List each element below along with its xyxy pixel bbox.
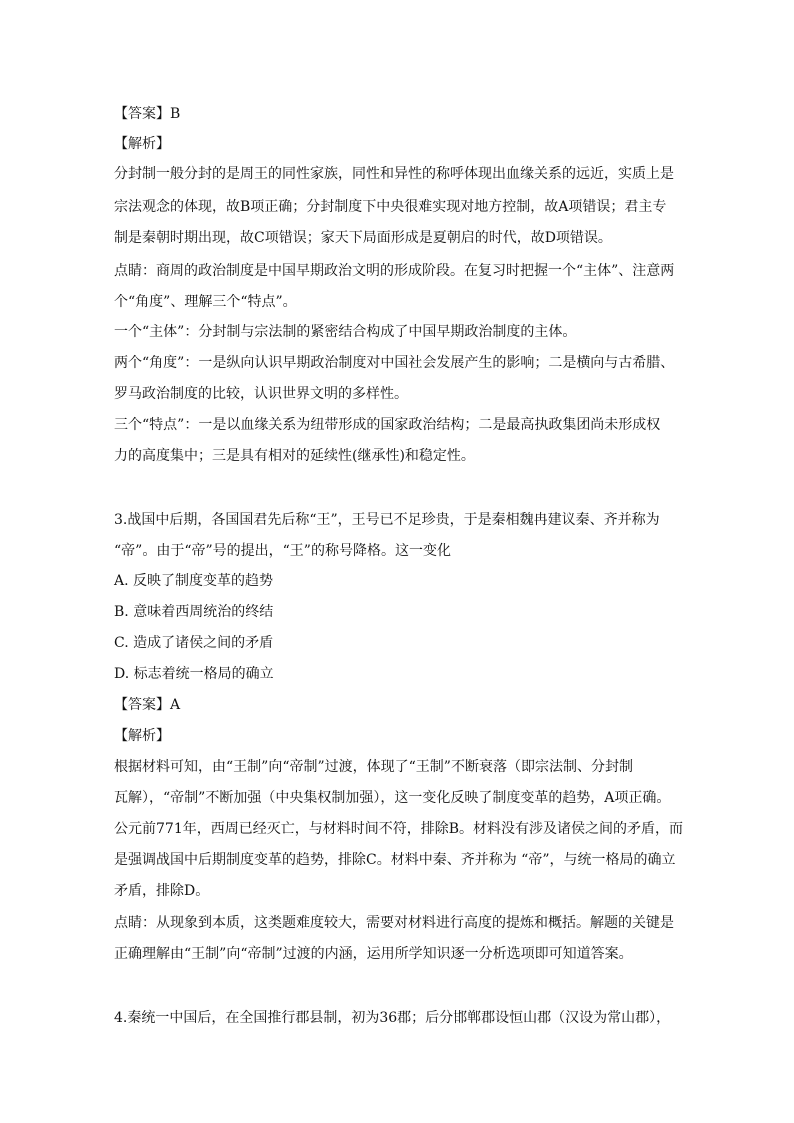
analysis-line: 矛盾，排除D。 [114,883,210,899]
tips-line: 正确理解由“王制”向“帝制”过渡的内涵，运用所学知识逐一分析选项即可知道答案。 [114,946,633,962]
tips-line: 两个“角度”：一是纵向认识早期政治制度对中国社会发展产生的影响；二是横向与古希腊、 [114,355,675,371]
analysis-line: 宗法观念的体现，故B项正确；分封制度下中央很难实现对地方控制，故A项错误；君主专 [114,199,667,215]
tips-line: 个“角度”、理解三个“特点”。 [114,294,297,310]
tips-line: 三个“特点”：一是以血缘关系为纽带形成的国家政治结构；二是最高执政集团尚未形成权 [114,417,661,433]
analysis-label-q2: 【解析】 [114,136,170,152]
option-c: C. 造成了诸侯之间的矛盾 [114,635,274,651]
answer-label-q2: 【答案】B [114,106,181,122]
analysis-line: 公元前771年，西周已经灭亡，与材料时间不符，排除B。材料没有涉及诸侯之间的矛盾，而 [114,821,684,837]
question-stem: 4.秦统一中国后，在全国推行郡县制，初为36郡；后分邯郸郡设恒山郡（汉设为常山郡）， [114,1010,671,1026]
analysis-line: 制是秦朝时期出现，故C项错误；家天下局面形成是夏朝启的时代，故D项错误。 [114,230,612,246]
option-d: D. 标志着统一格局的确立 [114,666,274,682]
answer-label-q3: 【答案】A [114,697,181,713]
analysis-line: 瓦解），“帝制”不断加强（中央集权制加强），这一变化反映了制度变革的趋势，A项正确。 [114,790,671,806]
tips-line: 罗马政治制度的比较，认识世界文明的多样性。 [114,386,408,402]
analysis-line: 分封制一般分封的是周王的同性家族，同性和异性的称呼体现出血缘关系的远近，实质上是 [114,166,674,182]
tips-line: 点睛：商周的政治制度是中国早期政治文明的形成阶段。在复习时把握一个“主体”、注意两 [114,263,675,279]
question-stem: “帝”。由于“帝”号的提出，“王”的称号降格。这一变化 [114,543,451,559]
tips-line: 一个“主体”：分封制与宗法制的紧密结合构成了中国早期政治制度的主体。 [114,324,577,340]
analysis-line: 是强调战国中后期制度变革的趋势，排除C。材料中秦、齐并称为 “帝”，与统一格局的确立 [114,852,676,868]
tips-line: 点睛：从现象到本质，这类题难度较大，需要对材料进行高度的提炼和概括。解题的关键是 [114,915,674,931]
tips-line: 力的高度集中；三是具有相对的延续性(继承性)和稳定性。 [114,448,475,464]
analysis-line: 根据材料可知，由“王制”向“帝制”过渡，体现了“王制”不断衰落（即宗法制、分封制 [114,759,633,775]
option-a: A. 反映了制度变革的趋势 [114,573,274,589]
question-stem: 3.战国中后期，各国国君先后称“王”，王号已不足珍贵，于是秦相魏冉建议秦、齐并称为 [114,512,660,528]
analysis-label-q3: 【解析】 [114,728,170,744]
option-b: B. 意味着西周统治的终结 [114,604,274,620]
